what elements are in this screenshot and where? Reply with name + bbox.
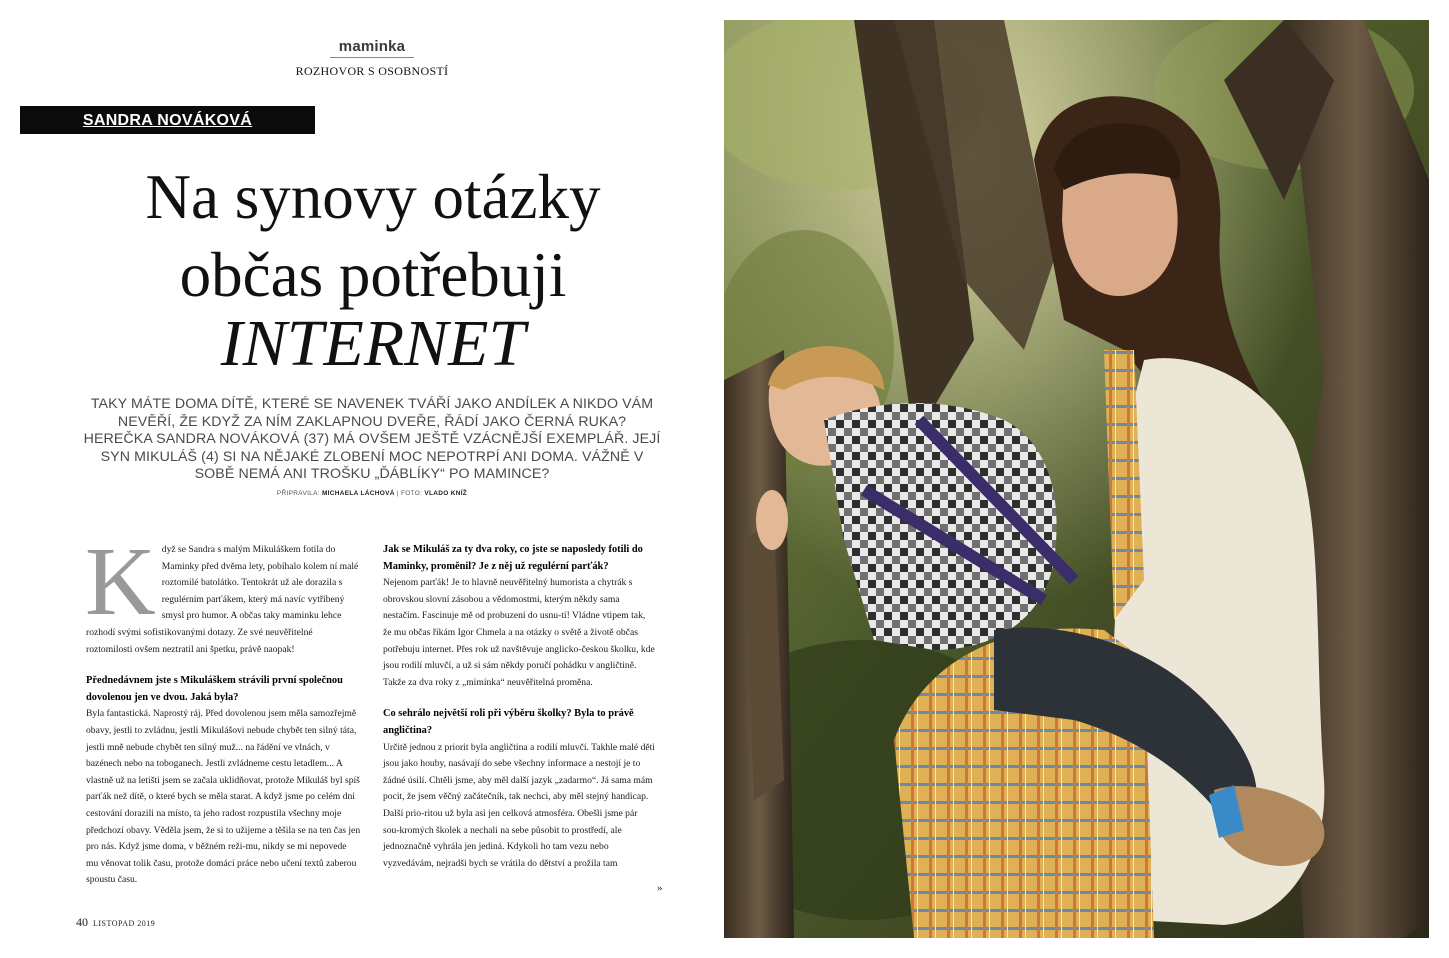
credits-author: MICHAELA LÁCHOVÁ xyxy=(321,490,395,497)
article-column-1 xyxy=(85,528,361,889)
continue-mark: » xyxy=(657,882,663,894)
drop-cap: K xyxy=(85,528,156,636)
headline-line-1: Na synovy otázky xyxy=(145,162,601,232)
headline-line-2: občas potřebuji xyxy=(179,240,567,310)
question-3: Co sehrálo největší roli při výběru školky? Byla to právě angličtina? xyxy=(383,708,634,736)
credits xyxy=(166,490,578,497)
article-photo xyxy=(724,20,1429,938)
credits-photo-label: FOTO: xyxy=(400,490,423,497)
section-subtitle: ROZHOVOR S OSOBNOSTÍ xyxy=(295,64,449,78)
credits-photographer: VLADO KNÍŽ xyxy=(424,490,468,497)
section-rule xyxy=(330,57,414,58)
headline-line-3: INTERNET xyxy=(220,307,526,380)
credits-separator: | xyxy=(396,490,399,497)
page-number: 40 xyxy=(76,915,88,929)
question-2: Jak se Mikuláš za ty dva roky, co jste se naposledy fotili do Maminky, proměnil? Je z něj už regulérní parťák? xyxy=(383,544,643,572)
intro-paragraph xyxy=(85,528,361,658)
answer-1: Byla fantastická. Naprostý ráj. Před dovolenou jsem měla samozřejmě obavy, jestli to zvládnu, jestli Mikulášovi nebude chybět ten silný táta, jestli mně nebude chybět ten silný muž... na řádění ve vlnách, v bazénech nebo na toboganech. Jestli zvládneme cestu letadlem... A vlastně už na letišti jsem se začala uklidňovat, protože Mikuláš byl spíš parťák než dítě, o které bych se měla starat. A když jsme po celém dni cestování dorazili na místo, ta jeho radost rozpustila všechny moje předchozí obavy. Věděla jsem, že si to užijeme a těšila se na ten čas jen pro nás. Když jsme doma, v běžném reži-mu, nikdy se mi nepovede mu věnovat tolik času, protože domácí práce nebo učení textů zaberou spoustu času. xyxy=(86,708,361,886)
issue-date: LISTOPAD 2019 xyxy=(93,919,156,928)
person-name: SANDRA NOVÁKOVÁ xyxy=(82,112,253,129)
lead-paragraph: TAKY MÁTE DOMA DÍTĚ, KTERÉ SE NAVENEK TVÁŘÍ JAKO ANDÍLEK A NIKDO VÁM NEVĚŘÍ, ŽE KDYŽ ZA NÍM ZAKLAPNOU DVEŘE, ŘÁDÍ JAKO ČERNÁ RUKA? HEREČKA SANDRA NOVÁKOVÁ (37) MÁ OVŠEM JEŠTĚ VZÁCNĚJŠÍ EXEMPLÁŘ. JEJÍ SYN MIKULÁŠ (4) SI NA NĚJAKÉ ZLOBENÍ MOC NEPOTRPÍ ANI DOMA. VÁŽNĚ V SOBĚ NEMÁ ANI TROŠKU „ĎÁBLÍKY“ PO MAMINCE? xyxy=(83,396,661,482)
person-name-bar xyxy=(20,106,315,134)
article-page xyxy=(0,0,700,958)
question-1: Přednedávnem jste s Mikuláškem strávili první společnou dovolenou jen ve dvou. Jaká byla? xyxy=(86,675,343,703)
answer-2: Nejenom parťák! Je to hlavně neuvěřitelný humorista a chytrák s obrovskou slovní zásobou a vědomostmi, kterým někdy sama nestačím. Fascinuje mě od probuzení do usnu-tí! Vládne vtipem tak, že mu občas říkám Igor Chmela a na otázky o světě a životě občas potřebuju internet. Přes rok už navštěvuje anglicko-českou školku, kde jsou rodilí mluvčí, a už si sám někdy poručí pohádku v angličtině. Takže za dva roky z „mimínka“ neuvěřitelná proměna. xyxy=(383,577,655,688)
page-footer xyxy=(76,915,155,930)
article-column-2 xyxy=(383,542,656,872)
answer-3: Určitě jednou z priorit byla angličtina a rodilí mluvčí. Takhle malé děti jsou jako houby, nasávají do sebe všechny informace a nestojí je to žádné úsilí. Chtěli jsme, aby měl další jazyk „zadarmo“. Já sama mám pocit, že jsem věčný začátečník, tak nechci, aby měl stejný handicap. Další prio-ritou už byla asi jen celková atmosféra. Obešli jsme pár sou-kromých školek a nechali na sebe působit to prostředí, ale jednoznačně vyhrála jen jediná. Kdykoli ho tam vezu nebo vyzvedávám, nejradši bych se vrátila do dětství a prožila tam xyxy=(383,741,655,869)
intro-text: dyž se Sandra s malým Mikuláškem fotila do Maminky před dvěma lety, pobíhalo kolem ní malé roztomilé batolátko. Tentokrát už ale dorazila s regulérním parťákem, který má navíc vytříbený smysl pro humor. A občas taky maminku lehce rozhodí svými sofistikovanými dotazy. Ze své neuvěřitelné roztomilosti ovšem neztratil ani špetku, právě naopak! xyxy=(86,544,359,655)
credits-prepared-label: PŘIPRAVILA: xyxy=(276,490,320,497)
section-name: maminka xyxy=(338,38,406,55)
